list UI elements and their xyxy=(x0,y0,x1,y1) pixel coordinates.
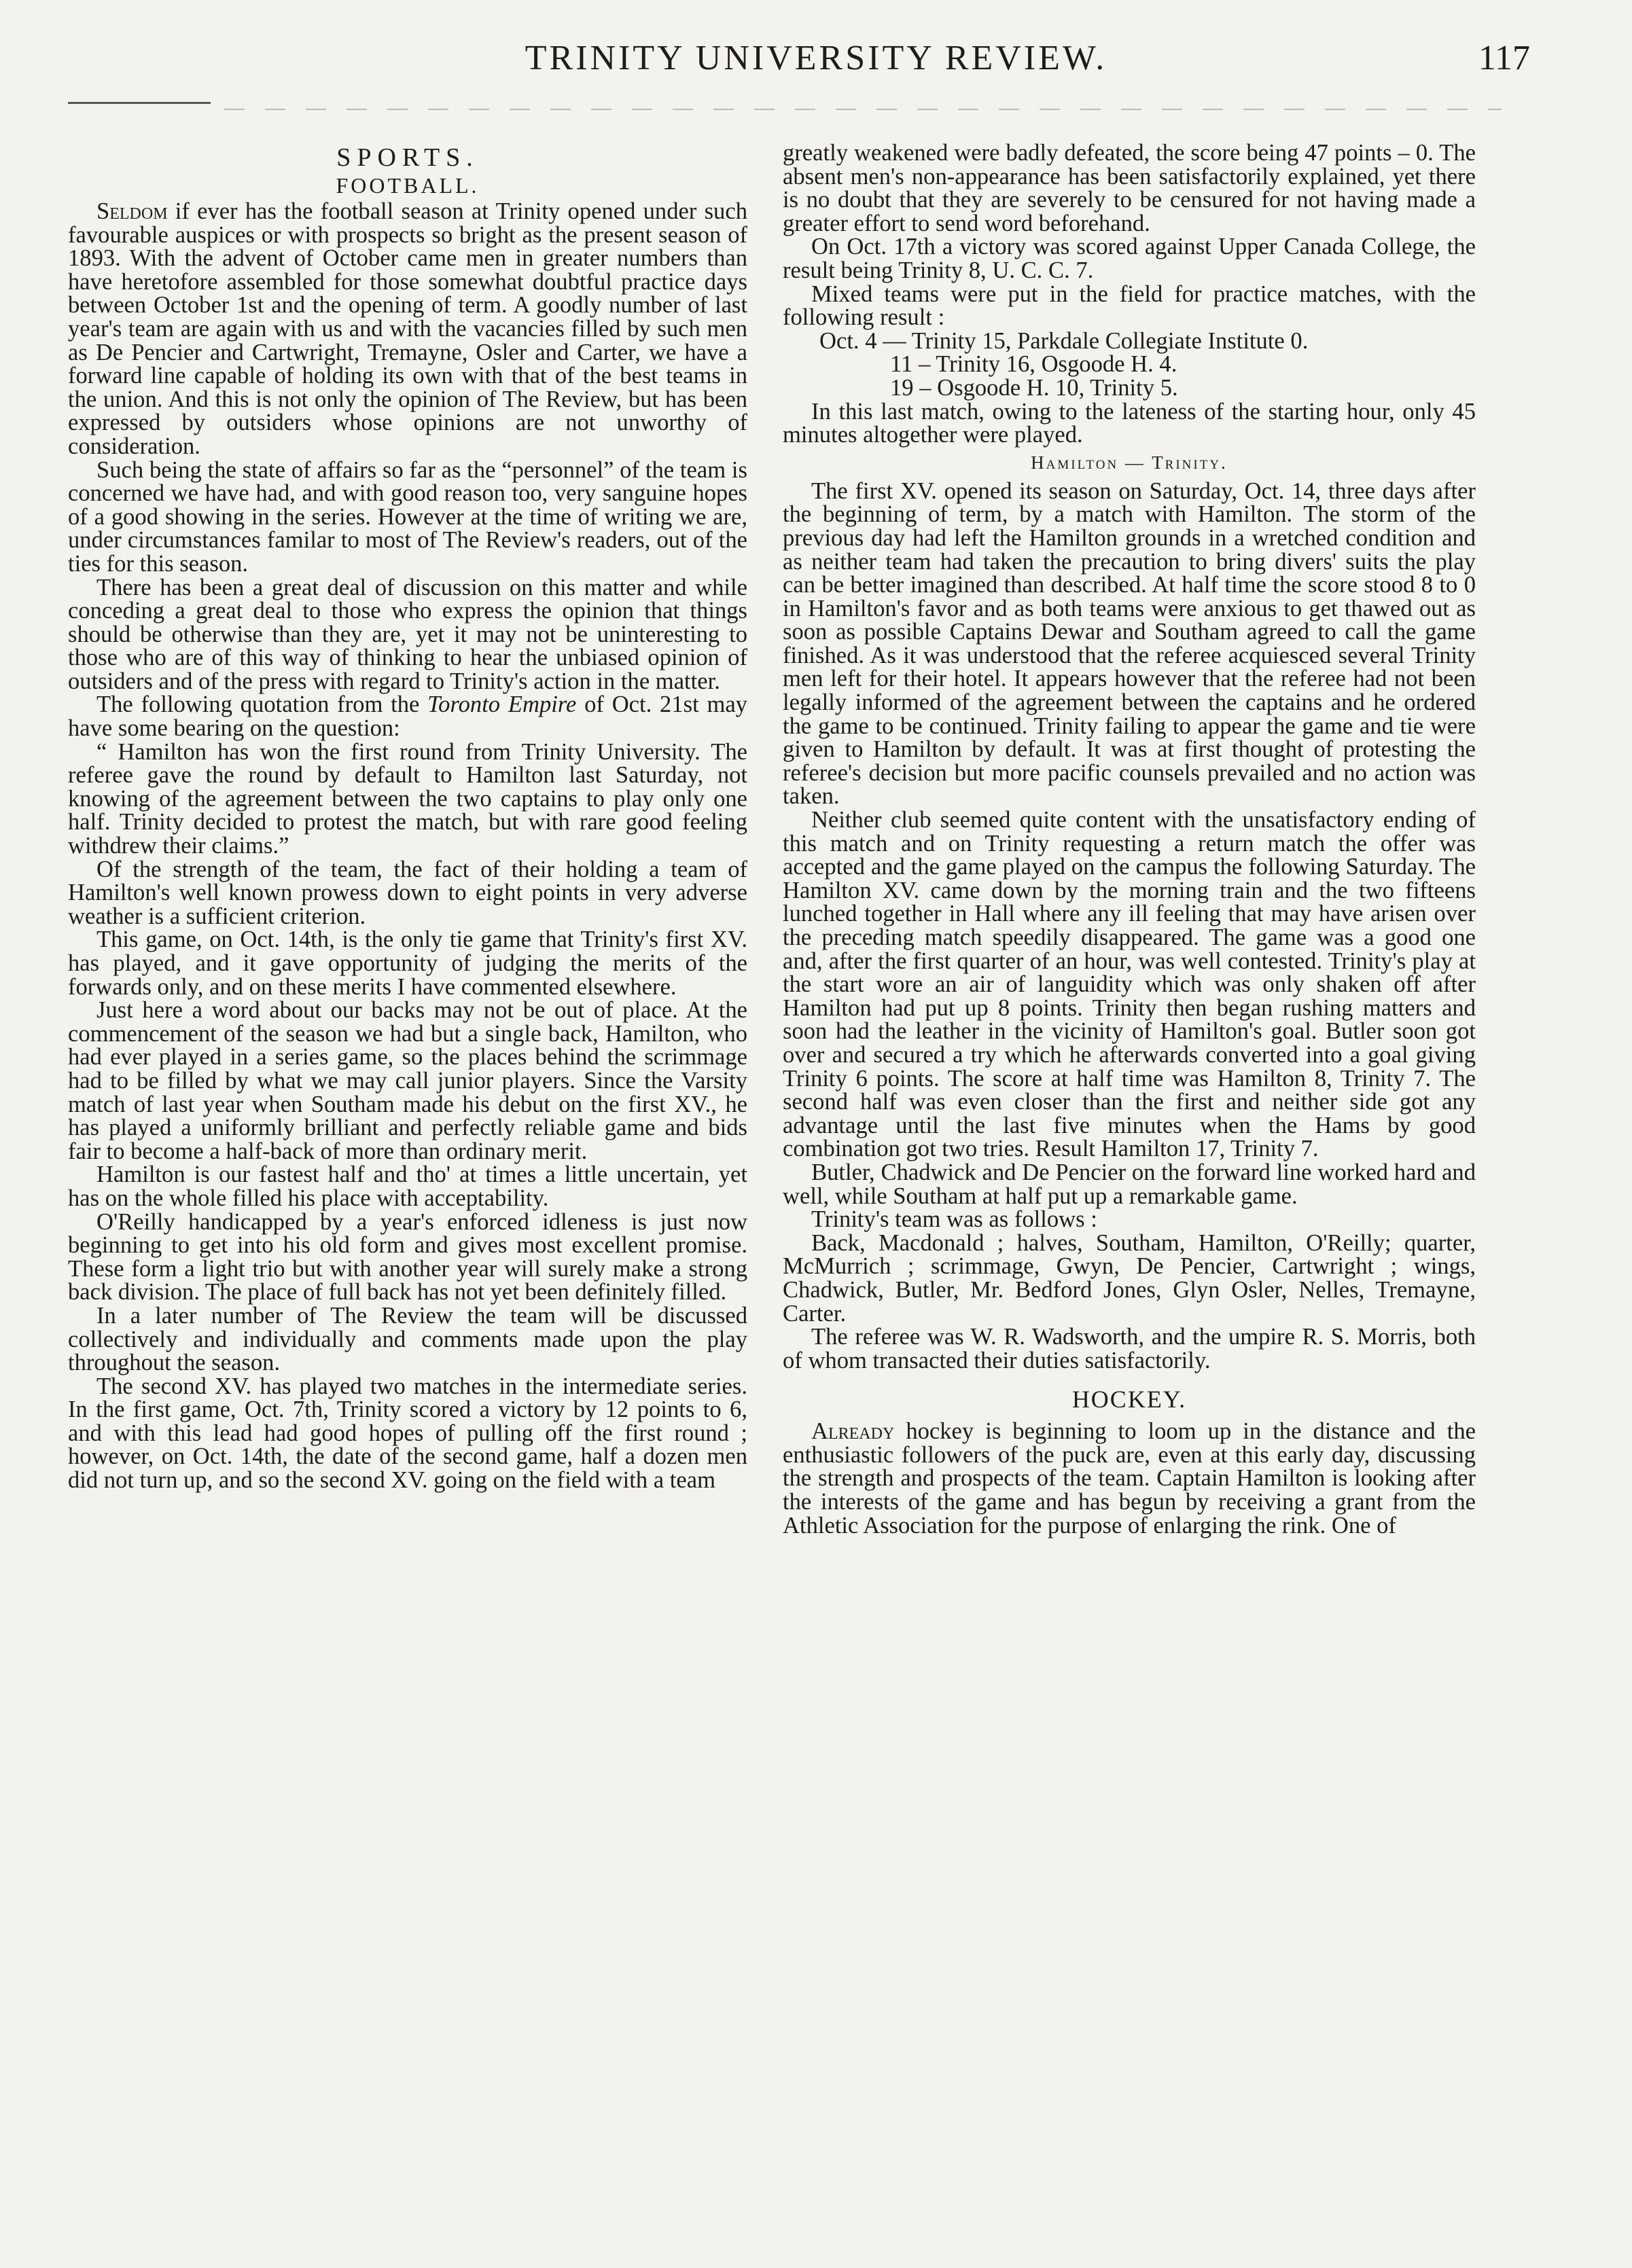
page-number: 117 xyxy=(1478,39,1530,77)
paragraph: There has been a great deal of discussion on this matter and while conceding a great deal to those who express the opinion that things should be otherwise than they are, yet it may not be uninteresting to those who are of this way of thinking to hear the unbiased opinion of outsiders and of the press with regard to Trinity's action in the matter. xyxy=(68,574,747,694)
lead-word: Already xyxy=(811,1418,895,1445)
section-title: SPORTS. xyxy=(336,143,479,172)
paragraph: Just here a word about our backs may not be out of place. At the commencement of the season we had but a single back, Hamilton, who had ever played in a series game, so the places behind the scrimmage had to be filled by what we may call junior players. Since the Varsity match of last year when Southam made his debut on the first XV., he has played a uniformly brilliant and perfectly reliable game and bids fair to become a half-back of more than ordinary merit. xyxy=(68,997,747,1164)
paragraph: Butler, Chadwick and De Pencier on the forward line worked hard and well, while Southam at half put up a remarkable game. xyxy=(783,1159,1476,1209)
right-column xyxy=(783,141,1476,2247)
paragraph: O'Reilly handicapped by a year's enforced idleness is just now beginning to get into his old form and gives most excellent promise. These form a light trio but with another year will surely make a strong back division. The place of full back has not yet been definitely filled. xyxy=(68,1208,747,1306)
header-rule-faint xyxy=(224,109,1502,110)
quotation: “ Hamilton has won the first round from Trinity University. The referee gave the round by default to Hamilton last Saturday, not knowing of the agreement between the two captains to play only one half. Trinity decided to protest the match, but with rare good feeling withdrew their claims.” xyxy=(68,738,747,859)
paragraph: The referee was W. R. Wadsworth, and the umpire R. S. Morris, both of whom transacted their duties satisfactorily. xyxy=(783,1324,1476,1373)
paragraph: Of the strength of the team, the fact of their holding a team of Hamilton's well known prowess down to eight points in very adverse weather is a sufficient criterion. xyxy=(68,856,747,929)
paragraph: This game, on Oct. 14th, is the only tie game that Trinity's first XV. has played, and it gave opportunity of judging the merits of the forwards only, and on these merits I have commented elsewhere. xyxy=(68,926,747,1000)
header-rule xyxy=(68,102,211,104)
match-subheading: Hamilton — Trinity. xyxy=(1031,452,1228,473)
paragraph: The second XV. has played two matches in the intermediate series. In the first game, Oct. 7th, Trinity scored a victory by 12 points to 6, and with this lead had good hopes of pulling off the first round ; however, on Oct. 14th, the date of the second game, half a dozen men did not turn up, and so the second XV. going on the field with a team xyxy=(68,1373,747,1494)
result-line: Oct. 4 — Trinity 15, Parkdale Collegiate Institute 0. xyxy=(819,327,1309,354)
paragraph: On Oct. 17th a victory was scored against Upper Canada College, the result being Trinity 8, U. C. C. 7. xyxy=(783,234,1476,283)
paragraph: In this last match, owing to the lateness of the starting hour, only 45 minutes altogether were played. xyxy=(783,398,1476,448)
football-heading: FOOTBALL. xyxy=(336,173,480,198)
paragraph: Hamilton is our fastest half and tho' at times a little uncertain, yet has on the whole filled his place with acceptability. xyxy=(68,1162,747,1211)
paragraph: Back, Macdonald ; halves, Southam, Hamilton, O'Reilly; quarter, McMurrich ; scrimmage, Gwyn, De Pencier, Cartwright ; wings, Chadwick, Butler, Mr. Bedford Jones, Glyn Osler, Nelles, Tremayne, Carter. xyxy=(783,1229,1476,1327)
paragraph: Mixed teams were put in the field for practice matches, with the following result : xyxy=(783,281,1476,331)
lead-word: Seldom xyxy=(96,198,168,224)
paragraph-continued: greatly weakened were badly defeated, the score being 47 points – 0. The absent men's non-appearance has been satisfactorily explained, yet there is no doubt that they are severely to be censured for not having made a greater effort to send word beforehand. xyxy=(783,141,1476,236)
paragraph: Already hockey is beginning to loom up in the distance and the enthusiastic followers of the puck are, even at this early day, discussing the strength and prospects of the team. Captain Hamilton is looking after the interests of the game and has begun by receiving a grant from the Athletic Association for the purpose of enlarging the rink. One of xyxy=(783,1418,1476,1538)
running-title: TRINITY UNIVERSITY REVIEW. xyxy=(525,39,1107,77)
hockey-heading: HOCKEY. xyxy=(1071,1386,1187,1414)
paragraph: Seldom if ever has the football season at Trinity opened under such favourable auspices or with prospects so bright as the present season of 1893. With the advent of October came men in greater numbers than have heretofore assembled for those somewhat doubtful practice days between October 1st and the opening of term. A goodly number of last year's team are again with us and with the vacancies filled by such men as De Pencier and Cartwright, Tremayne, Osler and Carter, we have a forward line capable of holding its own with that of the best teams in the union. And this is not only the opinion of The Review, but has been expressed by outsiders whose opinions are not unworthy of consideration. xyxy=(68,198,747,459)
left-column xyxy=(68,143,747,2248)
paragraph: Neither club seemed quite content with the unsatisfactory ending of this match and on Trinity requesting a return match the offer was accepted and the game played on the campus the following Saturday. The Hamilton XV. came down by the morning train and the two fifteens lunched together in Hall where any ill feeling that may have arisen over the preceding match speedily disappeared. The game was a good one and, after the first quarter of an hour, was well contested. Trinity's play at the start wore an air of languidity which was only shaken off after Hamilton had put up 8 points. Trinity then began rushing matters and soon had the leather in the vicinity of Hamilton's goal. Butler soon got over and secured a try which he afterwards converted into a goal giving Trinity 6 points. The score at half time was Hamilton 8, Trinity 7. The second half was even closer than the first and neither side got any advantage until the last five minutes when the Hams by good combination got two tries. Result Hamilton 17, Trinity 7. xyxy=(783,807,1476,1162)
paragraph: In a later number of The Review the team will be discussed collectively and individually and comments made upon the play throughout the season. xyxy=(68,1302,747,1376)
paragraph: The following quotation from the Toronto Empire of Oct. 21st may have some bearing on the question: xyxy=(68,691,747,742)
result-line: 19 – Osgoode H. 10, Trinity 5. xyxy=(890,374,1178,401)
page-header xyxy=(0,38,1632,92)
paragraph: The first XV. opened its season on Saturday, Oct. 14, three days after the beginning of term, by a match with Hamilton. The storm of the previous day had left the Hamilton grounds in a wretched condition and as neither team had taken the precaution to bring divers' suits the play can be better imagined than described. At half time the score stood 8 to 0 in Hamilton's favor and as both teams were anxious to get thawed out as soon as possible Captains Dewar and Southam agreed to call the game finished. As it was understood that the referee acquiesced several Trinity men left for their hotel. It appears however that the referee had not been legally informed of the agreement between the captains and he ordered the game to be continued. Trinity failing to appear the game and tie were given to Hamilton by default. It was at first thought of protesting the referee's decision but more pacific counsels prevailed and no action was taken. xyxy=(783,478,1476,810)
paragraph: Trinity's team was as follows : xyxy=(811,1206,1097,1233)
result-line: 11 – Trinity 16, Osgoode H. 4. xyxy=(890,351,1177,378)
paragraph: Such being the state of affairs so far as the “personnel” of the team is concerned we have had, and with good reason too, very sanguine hopes of a good showing in the series. However at the time of writing we are, under circumstances familar to most of The Review's readers, out of the ties for this season. xyxy=(68,456,747,577)
newspaper-title: Toronto Empire xyxy=(427,691,577,718)
